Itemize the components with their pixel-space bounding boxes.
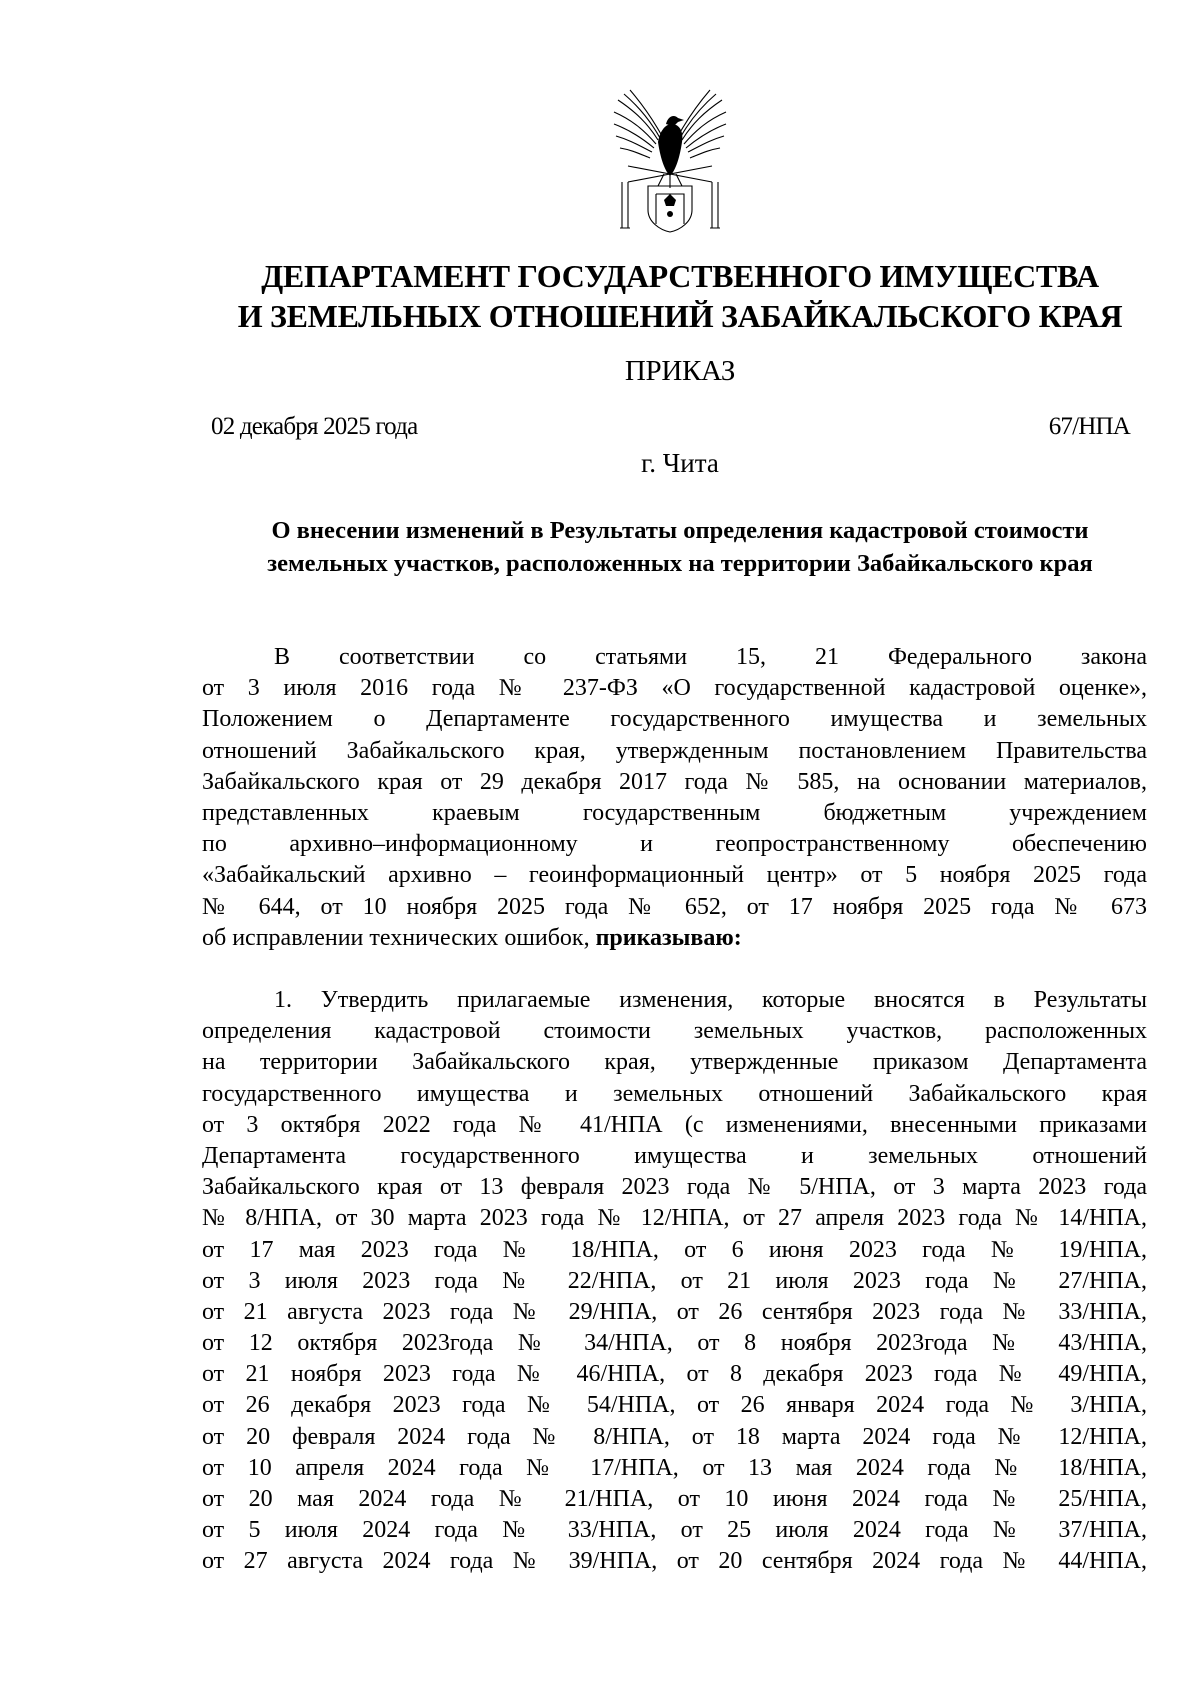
text-line: от 17 мая 2023 года № 18/НПА, от 6 июня 2023 года № 19/НПА, xyxy=(202,1236,1147,1263)
text-line: определения кадастровой стоимости земельных участков, расположенных xyxy=(202,1018,1147,1045)
text-line: от 21 ноября 2023 года № 46/НПА, от 8 декабря 2023 года № 49/НПА, xyxy=(202,1361,1147,1388)
text-line-plain: об исправлении технических ошибок, xyxy=(202,924,590,951)
paragraph-item-1 xyxy=(202,985,1147,1578)
text-line: № 8/НПА, от 30 марта 2023 года № 12/НПА, от 27 апреля 2023 года № 14/НПА, xyxy=(202,1205,1147,1232)
text-line: от 12 октября 2023года № 34/НПА, от 8 ноября 2023года № 43/НПА, xyxy=(202,1330,1147,1357)
text-line: от 20 февраля 2024 года № 8/НПА, от 18 марта 2024 года № 12/НПА, xyxy=(202,1423,1147,1450)
text-line: В соответствии со статьями 15, 21 Федерального закона xyxy=(274,644,1147,670)
text-line: № 644, от 10 ноября 2025 года № 652, от 17 ноября 2025 года № 673 xyxy=(202,893,1147,920)
order-subject xyxy=(200,514,1160,580)
text-line: представленных краевым государственным бюджетным учреждением xyxy=(202,799,1147,826)
text-line: «Забайкальский архивно – геоинформационный центр» от 5 ноября 2025 года xyxy=(202,862,1147,889)
text-line: от 3 июля 2016 года № 237-ФЗ «О государственной кадастровой оценке», xyxy=(202,675,1147,702)
order-subject-line-2: земельных участков, расположенных на территории Забайкальского края xyxy=(267,550,1093,577)
text-line: от 20 мая 2024 года № 21/НПА, от 10 июня 2024 года № 25/НПА, xyxy=(202,1486,1147,1512)
text-line: от 27 августа 2024 года № 39/НПА, от 20 сентября 2024 года № 44/НПА, xyxy=(202,1548,1147,1575)
text-line: 1. Утвердить прилагаемые изменения, которые вносятся в Результаты xyxy=(274,987,1147,1013)
text-line: государственного имущества и земельных отношений Забайкальского края xyxy=(202,1080,1147,1107)
document-type: ПРИКАЗ xyxy=(624,355,736,387)
order-city: г. Чита xyxy=(641,448,719,478)
text-line: от 5 июля 2024 года № 33/НПА, от 25 июля 2024 года № 37/НПА, xyxy=(202,1517,1147,1544)
department-title-line-2: И ЗЕМЕЛЬНЫХ ОТНОШЕНИЙ ЗАБАЙКАЛЬСКОГО КРАЯ xyxy=(237,298,1123,334)
text-line: на территории Забайкальского края, утвержденные приказом Департамента xyxy=(202,1049,1147,1076)
department-title-line-1: ДЕПАРТАМЕНТ ГОСУДАРСТВЕННОГО ИМУЩЕСТВА xyxy=(261,258,1099,294)
paragraph-preamble xyxy=(202,642,1147,954)
text-line: от 10 апреля 2024 года № 17/НПА, от 13 мая 2024 года № 18/НПА, xyxy=(202,1454,1147,1481)
text-line: от 26 декабря 2023 года № 54/НПА, от 26 января 2024 года № 3/НПА, xyxy=(202,1392,1147,1419)
text-line: Положением о Департаменте государственного имущества и земельных xyxy=(202,706,1147,733)
text-line-last xyxy=(202,923,1147,954)
order-directive: приказываю: xyxy=(595,924,742,951)
text-line: отношений Забайкальского края, утвержденным постановлением Правительства xyxy=(202,737,1147,764)
zabaykalsky-krai-coat-of-arms-icon xyxy=(608,82,732,234)
text-line: от 3 июля 2023 года № 22/НПА, от 21 июля 2023 года № 27/НПА, xyxy=(202,1267,1147,1294)
order-subject-line-1: О внесении изменений в Результаты определения кадастровой стоимости xyxy=(271,517,1089,544)
text-line: от 21 августа 2023 года № 29/НПА, от 26 сентября 2023 года № 33/НПА, xyxy=(202,1298,1147,1325)
order-date: 02 декабря 2025 года xyxy=(211,413,418,440)
text-line: Забайкальского края от 29 декабря 2017 года № 585, на основании материалов, xyxy=(202,768,1147,795)
text-line: от 3 октября 2022 года № 41/НПА (с изменениями, внесенными приказами xyxy=(202,1111,1147,1138)
text-line: по архивно–информационному и геопространственному обеспечению xyxy=(202,831,1147,858)
text-line: Департамента государственного имущества и земельных отношений xyxy=(202,1142,1147,1169)
text-line: Забайкальского края от 13 февраля 2023 года № 5/НПА, от 3 марта 2023 года xyxy=(202,1174,1147,1201)
department-title xyxy=(200,256,1160,336)
order-number: 67/НПА xyxy=(1048,413,1130,440)
